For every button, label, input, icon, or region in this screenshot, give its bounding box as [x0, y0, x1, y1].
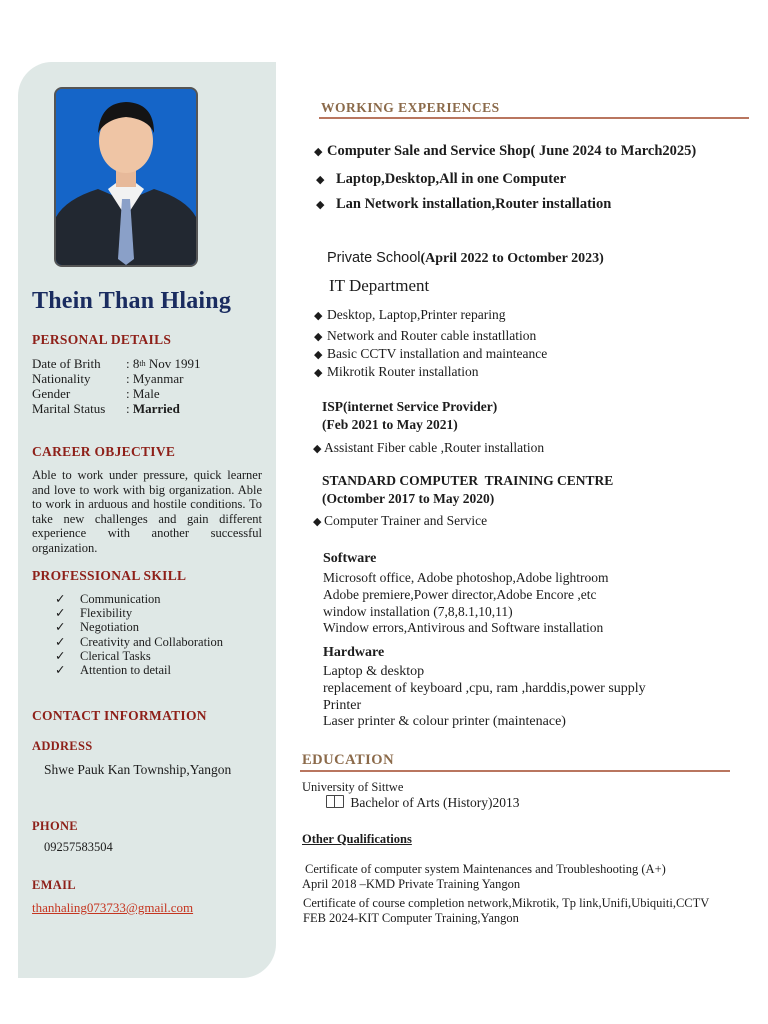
job1-item [316, 171, 566, 188]
phone-label: PHONE [32, 819, 78, 833]
professional-skill-heading: PROFESSIONAL SKILL [32, 568, 187, 583]
education-heading: EDUCATION [302, 752, 395, 768]
diamond-icon: ◆ [314, 367, 323, 379]
degree-row [326, 795, 519, 811]
job3-title: ISP(internet Service Provider) [322, 399, 498, 414]
marital-value: Married [132, 401, 180, 416]
job1-item-text: Laptop,Desktop,All in one Computer [336, 171, 567, 187]
job2-item [314, 307, 505, 323]
other-qualifications-heading: Other Qualifications [302, 832, 412, 846]
job2-name: Private School [327, 250, 421, 266]
qualification-detail: April 2018 –KMD Private Training Yangon [302, 876, 521, 891]
qualification-detail: FEB 2024-KIT Computer Training,Yangon [303, 910, 519, 925]
gender-sep: : [126, 386, 133, 401]
check-icon: ✓ [55, 663, 66, 678]
hardware-line: replacement of keyboard ,cpu, ram ,harddis,power supply [323, 680, 646, 696]
address-label: ADDRESS [32, 739, 93, 753]
diamond-icon: ◆ [314, 310, 323, 322]
personal-details [32, 356, 201, 416]
hardware-line: Printer [323, 697, 362, 713]
person-portrait-icon [56, 89, 196, 265]
job2-item-text: Mikrotik Router installation [327, 364, 479, 379]
gender-row [32, 386, 201, 401]
hardware-lines [323, 664, 646, 731]
qualification-item [302, 862, 666, 891]
list-item [55, 606, 223, 620]
software-heading: Software [323, 551, 377, 566]
job4-period: (Octomber 2017 to May 2020) [322, 491, 495, 506]
book-icon [326, 795, 344, 808]
skill-label: Flexibility [80, 606, 133, 621]
software-line: Window errors,Antivirous and Software installation [323, 620, 604, 636]
job4-item [313, 513, 487, 529]
job2-item-text: Desktop, Laptop,Printer reparing [327, 307, 506, 322]
job1-item [316, 196, 611, 213]
software-line: Microsoft office, Adobe photoshop,Adobe lightroom [323, 570, 609, 585]
contact-heading: CONTACT INFORMATION [32, 708, 207, 723]
job3-item [313, 440, 544, 456]
nationality-value: Myanmar [132, 371, 184, 386]
job2-item [314, 328, 536, 344]
dob-sep: : [126, 356, 133, 371]
career-objective-heading: CAREER OBJECTIVE [32, 444, 176, 459]
job2-period: (April 2022 to Octomber 2023) [420, 251, 604, 266]
list-item [55, 649, 223, 663]
check-icon: ✓ [55, 634, 66, 649]
diamond-icon: ◆ [313, 443, 322, 455]
skill-label: Attention to detail [80, 663, 171, 678]
skills-list [55, 592, 223, 677]
career-objective-text: Able to work under pressure, quick learner and love to work with big organization. Able to work in arduous and hostile conditions. To take new challenges and gain different experience with another successful organization. [32, 468, 262, 555]
education-heading-rule [300, 770, 730, 772]
job1-item-text: Lan Network installation,Router installation [336, 196, 612, 212]
hardware-line: Laptop & desktop [323, 664, 425, 679]
marital-row [32, 401, 201, 416]
work-heading: WORKING EXPERIENCES [321, 100, 500, 115]
work-heading-rule [319, 117, 749, 119]
check-icon: ✓ [55, 620, 66, 635]
marital-label: Marital Status [32, 401, 106, 416]
degree-text: Bachelor of Arts (History)2013 [350, 795, 520, 810]
gender-label: Gender [32, 386, 71, 401]
job2-item-text: Basic CCTV installation and mainteance [327, 346, 548, 361]
software-line: Adobe premiere,Power director,Adobe Encore ,etc [323, 586, 597, 602]
qualification-item [303, 896, 709, 925]
nationality-row [32, 371, 201, 386]
dob-row [32, 356, 201, 371]
university-name: University of Sittwe [302, 780, 404, 794]
dob-day: 8 [132, 356, 140, 371]
nationality-sep: : [126, 371, 133, 386]
job4-title: STANDARD COMPUTER TRAINING CENTRE [322, 473, 614, 488]
software-line: window installation (7,8,8.1,10,11) [323, 603, 513, 619]
job1-title-text: Computer Sale and Service Shop( June 2024 to March2025) [327, 143, 697, 159]
job2-department: IT Department [329, 276, 430, 295]
dob-suffix: th [139, 359, 146, 368]
job4-item-text: Computer Trainer and Service [324, 513, 488, 528]
skill-label: Clerical Tasks [80, 648, 151, 663]
hardware-line: Laser printer & colour printer (maintenace) [323, 714, 566, 730]
diamond-icon: ◆ [316, 199, 325, 211]
marital-sep: : [126, 401, 133, 416]
diamond-icon: ◆ [314, 349, 323, 361]
diamond-icon: ◆ [314, 331, 323, 343]
job2-item-text: Network and Router cable instatllation [327, 328, 537, 343]
job3-period: (Feb 2021 to May 2021) [322, 417, 458, 432]
job2-title [327, 249, 604, 267]
dob-rest: Nov 1991 [145, 356, 201, 371]
check-icon: ✓ [55, 606, 66, 621]
profile-photo [54, 87, 198, 267]
hardware-heading: Hardware [323, 645, 385, 660]
software-lines [323, 570, 608, 637]
diamond-icon: ◆ [313, 516, 322, 528]
list-item [55, 635, 223, 649]
candidate-name: Thein Than Hlaing [32, 288, 232, 314]
email-label: EMAIL [32, 878, 76, 892]
list-item [55, 663, 223, 677]
job1-title [314, 143, 696, 160]
qualification-title: Certificate of course completion network,Mikrotik, Tp link,Unifi,Ubiquiti,CCTV [303, 896, 710, 910]
address-value: Shwe Pauk Kan Township,Yangon [44, 762, 232, 777]
list-item [55, 620, 223, 634]
check-icon: ✓ [55, 592, 66, 606]
email-link[interactable]: thanhaling073733@gmail.com [32, 900, 194, 915]
diamond-icon: ◆ [316, 174, 325, 186]
diamond-icon: ◆ [314, 146, 323, 158]
job3-item-text: Assistant Fiber cable ,Router installation [324, 440, 545, 455]
skill-label: Communication [80, 592, 161, 606]
check-icon: ✓ [55, 648, 66, 663]
phone-value: 09257583504 [44, 840, 113, 854]
dob-label: Date of Brith [32, 356, 101, 371]
job2-item [314, 346, 547, 362]
skill-label: Creativity and Collaboration [80, 634, 224, 649]
list-item [55, 592, 223, 606]
skill-label: Negotiation [80, 620, 140, 635]
personal-details-heading: PERSONAL DETAILS [32, 332, 172, 347]
nationality-label: Nationality [32, 371, 91, 386]
job2-item [314, 364, 479, 380]
qualification-title: Certificate of computer system Maintenances and Troubleshooting (A+) [305, 862, 666, 876]
gender-value: Male [132, 386, 160, 401]
